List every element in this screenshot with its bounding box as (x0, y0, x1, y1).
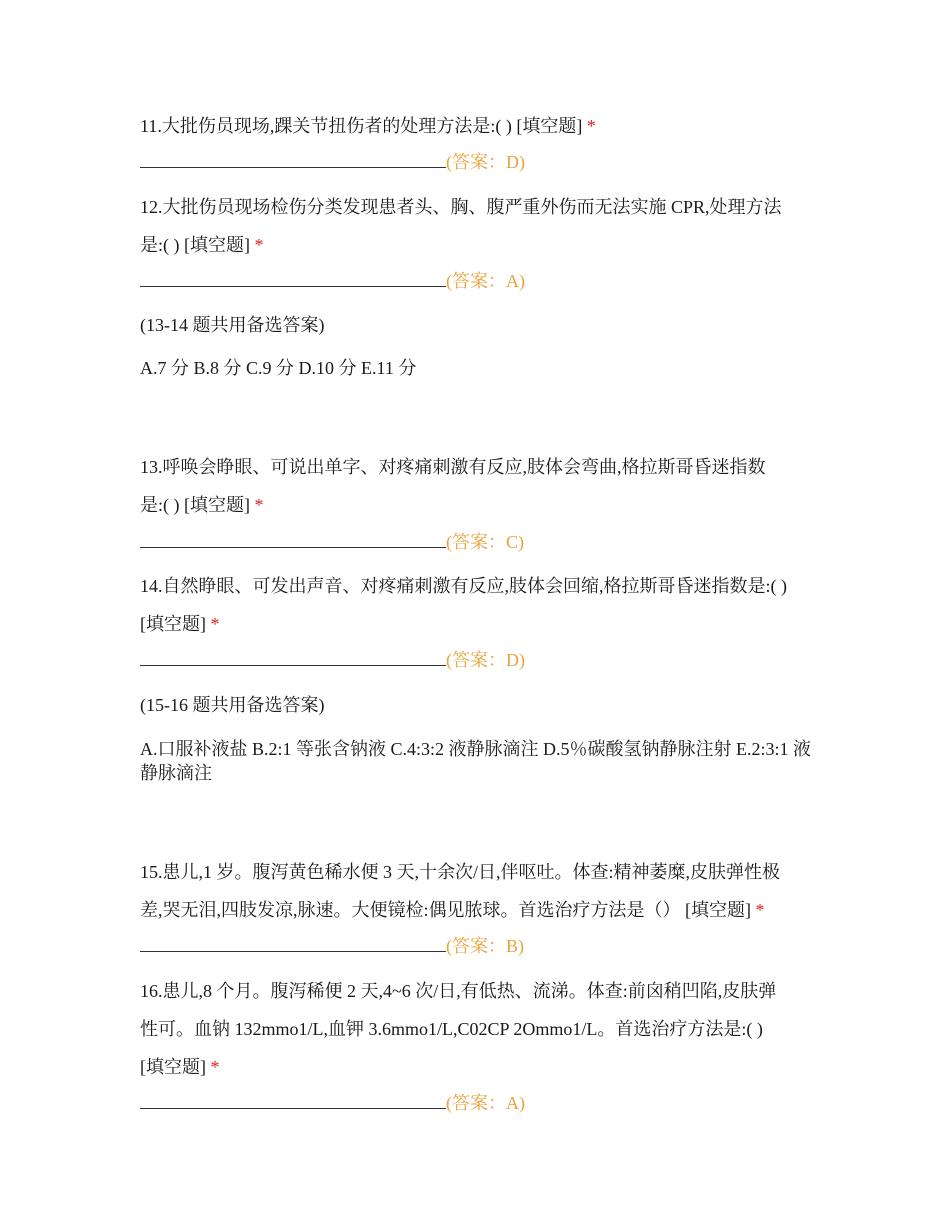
question-14-text-line1: 14.自然睁眼、可发出声音、对疼痛刺激有反应,肢体会回缩,格拉斯哥昏迷指数是:( ) (140, 576, 787, 596)
question-16-text-line1: 16.患儿,8 个月。腹泻稀便 2 天,4~6 次/日,有低热、流涕。体查:前囟稍凹陷,皮肤弹 (140, 981, 777, 1001)
required-mark: * (210, 614, 220, 634)
question-13 (140, 455, 766, 479)
question-14 (140, 574, 787, 598)
question-15-text-line1: 15.患儿,1 岁。腹泻黄色稀水便 3 天,十余次/日,伴呕吐。体查:精神萎糜,皮肤弹性极 (140, 862, 780, 882)
question-14-answer-row (140, 647, 525, 672)
group-15-16-options: A.口服补液盐 B.2:1 等张含钠液 C.4:3:2 液静脉滴注 D.5％碳酸氢钠静脉注射 E.2:3:1 液静脉滴注 (140, 739, 812, 783)
required-mark: * (210, 1057, 220, 1077)
group-13-14-title: (13-14 题共用备选答案) (140, 315, 325, 335)
question-13-cont (140, 493, 263, 517)
question-12 (140, 195, 782, 219)
required-mark: * (254, 235, 264, 255)
question-15-answer: (答案：B) (446, 936, 524, 956)
question-12-blank[interactable] (140, 268, 446, 287)
question-13-answer-row (140, 529, 524, 554)
question-11-text: 11.大批伤员现场,踝关节扭伤者的处理方法是:( ) [填空题] (140, 116, 583, 136)
question-16-text-line2: 性可。血钠 132mmo1/L,血钾 3.6mmo1/L,C02CP 2Ommo1/L。首选治疗方法是:( ) (140, 1019, 763, 1039)
question-14-blank[interactable] (140, 647, 446, 666)
question-13-answer: (答案：C) (446, 532, 524, 552)
question-13-text-line1: 13.呼唤会睁眼、可说出单字、对疼痛刺激有反应,肢体会弯曲,格拉斯哥昏迷指数 (140, 457, 766, 477)
question-15-cont (140, 898, 765, 922)
question-12-text-line2: 是:( ) [填空题] (140, 235, 250, 255)
required-mark: * (755, 900, 765, 920)
question-16-blank[interactable] (140, 1090, 446, 1109)
question-16-answer-row (140, 1090, 525, 1115)
question-16-cont2 (140, 1055, 220, 1079)
required-mark: * (254, 495, 264, 515)
question-16-cont (140, 1017, 763, 1041)
group-13-14-options: A.7 分 B.8 分 C.9 分 D.10 分 E.11 分 (140, 358, 417, 378)
question-12-text-line1: 12.大批伤员现场检伤分类发现患者头、胸、腹严重外伤而无法实施 CPR,处理方法 (140, 197, 782, 217)
question-14-answer: (答案：D) (446, 650, 525, 670)
question-13-blank[interactable] (140, 529, 446, 548)
question-12-answer-row (140, 268, 525, 293)
question-16-text-line3: [填空题] (140, 1057, 206, 1077)
question-11-blank[interactable] (140, 149, 446, 168)
question-16-answer: (答案：A) (446, 1093, 525, 1113)
question-16 (140, 979, 776, 1003)
question-14-text-line2: [填空题] (140, 614, 206, 634)
question-11-answer: (答案：D) (446, 152, 525, 172)
question-15-answer-row (140, 933, 524, 958)
question-12-cont (140, 233, 263, 257)
question-15-text-line2: 差,哭无泪,四肢发凉,脉速。大便镜检:偶见脓球。首选治疗方法是（） [填空题] (140, 900, 751, 920)
group-15-16-title: (15-16 题共用备选答案) (140, 695, 325, 715)
question-15 (140, 860, 780, 884)
question-12-answer: (答案：A) (446, 271, 525, 291)
question-15-blank[interactable] (140, 933, 446, 952)
question-14-cont (140, 612, 220, 636)
required-mark: * (586, 116, 596, 136)
question-11-answer-row (140, 149, 525, 174)
question-13-text-line2: 是:( ) [填空题] (140, 495, 250, 515)
question-11 (140, 114, 596, 138)
